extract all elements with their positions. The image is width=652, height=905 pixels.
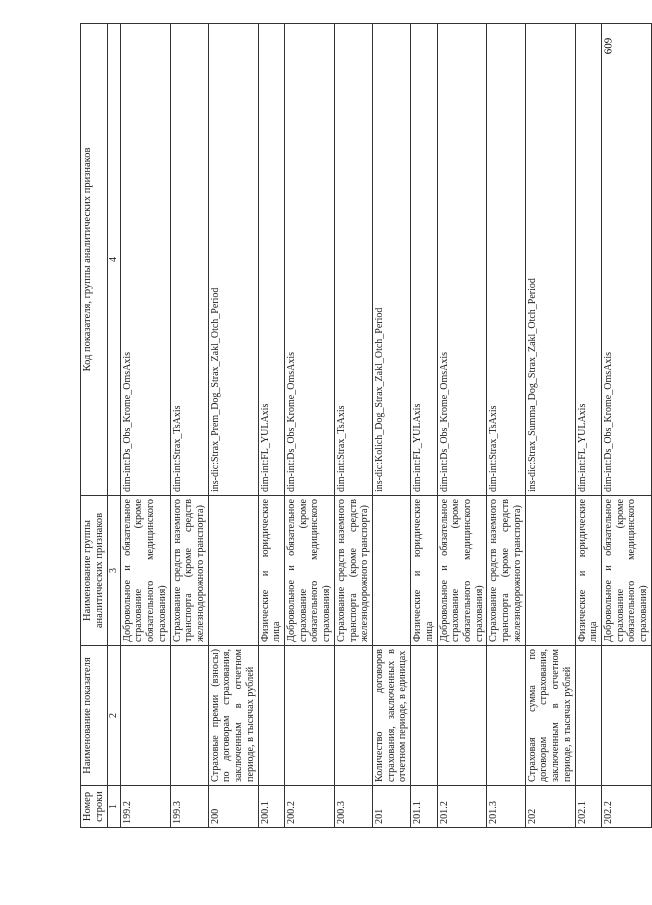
header-code: Код показателя, группы аналитических признаков [81, 24, 108, 496]
code-cell: dim-int:Ds_Obs_Krome_OmsAxis [601, 24, 651, 496]
table-row [258, 24, 284, 828]
code-cell: dim-int:FL_YULAxis [258, 24, 284, 496]
table-row [373, 24, 411, 828]
row-number-cell: 201.3 [487, 786, 525, 828]
table-body [120, 24, 651, 828]
group-name-cell: Физические и юридические лица [575, 496, 601, 646]
row-number-cell: 200 [208, 786, 258, 828]
table-row [208, 24, 258, 828]
code-cell: ins-dic:Kolich_Dog_Strax_Zakl_Otch_Period [373, 24, 411, 496]
code-cell: dim-int:FL_YULAxis [575, 24, 601, 496]
row-number-cell: 200.2 [284, 786, 334, 828]
column-number-row [108, 24, 121, 828]
indicator-name-cell [437, 646, 487, 786]
table-row [437, 24, 487, 828]
group-name-cell [373, 496, 411, 646]
row-number-cell: 199.2 [120, 786, 170, 828]
table-row [170, 24, 208, 828]
column-number: 4 [108, 24, 121, 496]
row-number-cell: 200.1 [258, 786, 284, 828]
indicator-name-cell [258, 646, 284, 786]
table-row [334, 24, 372, 828]
group-name-cell: Добровольное и обязательное страхование (кроме обязательного медицинского страхования) [284, 496, 334, 646]
group-name-cell: Добровольное и обязательное страхование (кроме обязательного медицинского страхования) [437, 496, 487, 646]
table-header-row [81, 24, 108, 828]
code-cell: dim-int:Ds_Obs_Krome_OmsAxis [284, 24, 334, 496]
row-number-cell: 201.2 [437, 786, 487, 828]
table-row [525, 24, 575, 828]
row-number-cell: 200.3 [334, 786, 372, 828]
group-name-cell: Добровольное и обязательное страхование (кроме обязательного медицинского страхования) [120, 496, 170, 646]
row-number-cell: 199.3 [170, 786, 208, 828]
table-row [601, 24, 651, 828]
table-row [120, 24, 170, 828]
indicator-name-cell [334, 646, 372, 786]
code-cell: dim-int:Ds_Obs_Krome_OmsAxis [437, 24, 487, 496]
code-cell: dim-int:Strax_TsAxis [334, 24, 372, 496]
rotated-page [80, 8, 650, 828]
indicator-name-cell [170, 646, 208, 786]
code-cell: ins-dic:Strax_Prem_Dog_Strax_Zakl_Otch_Period [208, 24, 258, 496]
group-name-cell: Физические и юридические лица [411, 496, 437, 646]
indicator-name-cell: Страховые премии (взносы) по договорам страхования, заключенным в отчетном периоде, в тысячах рублей [208, 646, 258, 786]
code-cell: dim-int:Ds_Obs_Krome_OmsAxis [120, 24, 170, 496]
group-name-cell: Добровольное и обязательное страхование (кроме обязательного медицинского страхования) [601, 496, 651, 646]
header-indicator-name: Наименование показателя [81, 646, 108, 786]
indicator-name-cell: Количество договоров страхования, заключенных в отчетном периоде, в единицах [373, 646, 411, 786]
indicator-name-cell [487, 646, 525, 786]
indicator-name-cell: Страховая сумма по договорам страхования, заключенным в отчетном периоде, в тысячах рублей [525, 646, 575, 786]
indicator-name-cell [411, 646, 437, 786]
indicator-name-cell [120, 646, 170, 786]
table-row [411, 24, 437, 828]
row-number-cell: 202 [525, 786, 575, 828]
indicator-name-cell [284, 646, 334, 786]
indicator-name-cell [601, 646, 651, 786]
group-name-cell: Страхование средств наземного транспорта (кроме средств железнодорожного транспорта) [487, 496, 525, 646]
row-number-cell: 201 [373, 786, 411, 828]
group-name-cell [525, 496, 575, 646]
group-name-cell: Страхование средств наземного транспорта (кроме средств железнодорожного транспорта) [170, 496, 208, 646]
code-cell: ins-dic:Strax_Summa_Dog_Strax_Zakl_Otch_Period [525, 24, 575, 496]
column-number: 3 [108, 496, 121, 646]
table-row [284, 24, 334, 828]
group-name-cell: Страхование средств наземного транспорта (кроме средств железнодорожного транспорта) [334, 496, 372, 646]
page-number: 609 [602, 37, 615, 55]
code-cell: dim-int:FL_YULAxis [411, 24, 437, 496]
group-name-cell: Физические и юридические лица [258, 496, 284, 646]
indicator-name-cell [575, 646, 601, 786]
header-row-number: Номер строки [81, 786, 108, 828]
column-number: 1 [108, 786, 121, 828]
row-number-cell: 201.1 [411, 786, 437, 828]
code-cell: dim-int:Strax_TsAxis [487, 24, 525, 496]
code-cell: dim-int:Strax_TsAxis [170, 24, 208, 496]
group-name-cell [208, 496, 258, 646]
table-row [575, 24, 601, 828]
column-number: 2 [108, 646, 121, 786]
table-row [487, 24, 525, 828]
indicator-table [80, 23, 652, 828]
row-number-cell: 202.1 [575, 786, 601, 828]
header-group-name: Наименование группы аналитических признаков [81, 496, 108, 646]
row-number-cell: 202.2 [601, 786, 651, 828]
